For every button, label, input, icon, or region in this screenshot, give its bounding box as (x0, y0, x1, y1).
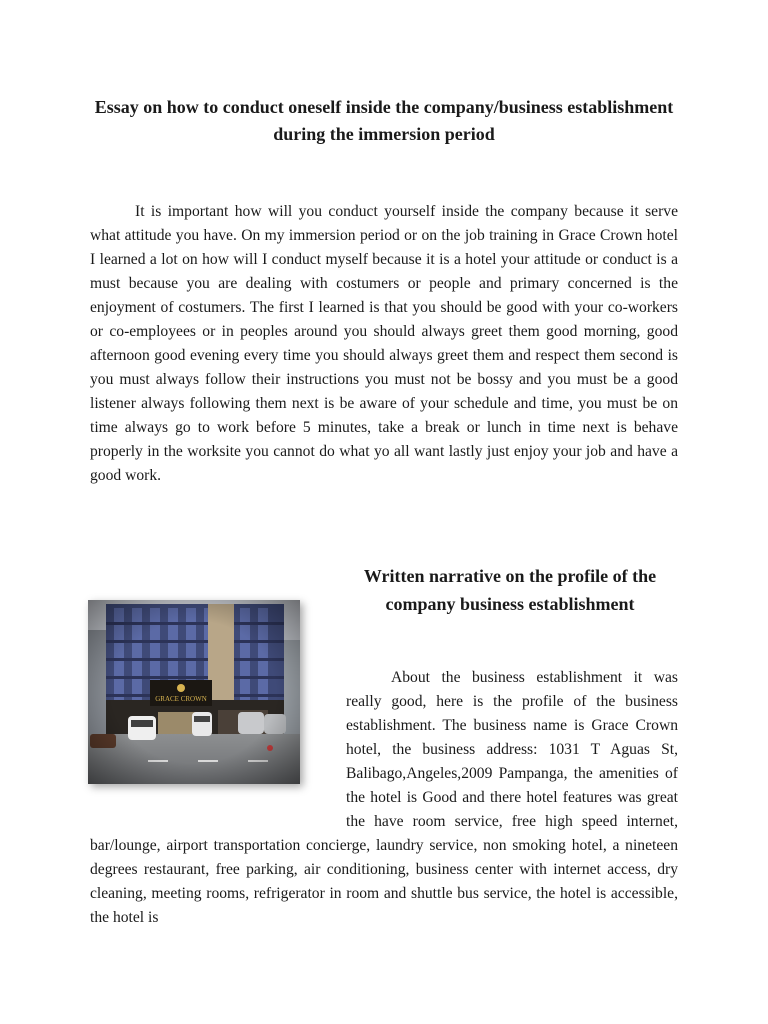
essay-title: Essay on how to conduct oneself inside the company/business establishment during the immersion period (94, 97, 674, 144)
narrative-title: Written narrative on the profile of the company business establishment (363, 566, 657, 614)
essay-body: It is important how will you conduct yourself inside the company because it serve what attitude you have. On my immersion period or on the job training in Grace Crown hotel I learned a lot on how will I conduct myself because it is a hotel your attitude or conduct is a must because you are dealing with costumers or people and primary concerned is the enjoyment of costumers. The first I learned is that you should be good with your co-workers or co-employees or in peoples around you should always greet them good morning, good afternoon good evening every time you should always greet them and respect them second is you must always follow their instructions you must not be bossy and you must be a good listener always following them next is be aware of your schedule and time, you must be on time always go to work before 5 minutes, take a break or lunch in time next is behave properly in the worksite you cannot do what yo all want lastly just enjoy your job and have a good work. (90, 203, 678, 484)
narrative-body-block (90, 666, 678, 930)
photo-text-wrap-spacer (90, 666, 346, 834)
narrative-body: About the business establishment it was really good, here is the profile of the business establishment. The business name is Grace Crown hotel, the business address: 1031 T Aguas St, Balibago,Angeles,2009 Pampanga, the amenities of the hotel is Good and there hotel features was great the have room service, free high speed internet, bar/lounge, airport transportation concierge, laundry service, non smoking hotel, a nineteen degrees restaurant, free parking, air conditioning, business center with internet access, dry cleaning, meeting rooms, refrigerator in room and shuttle bus service, the hotel is accessible, the hotel is (90, 669, 678, 926)
